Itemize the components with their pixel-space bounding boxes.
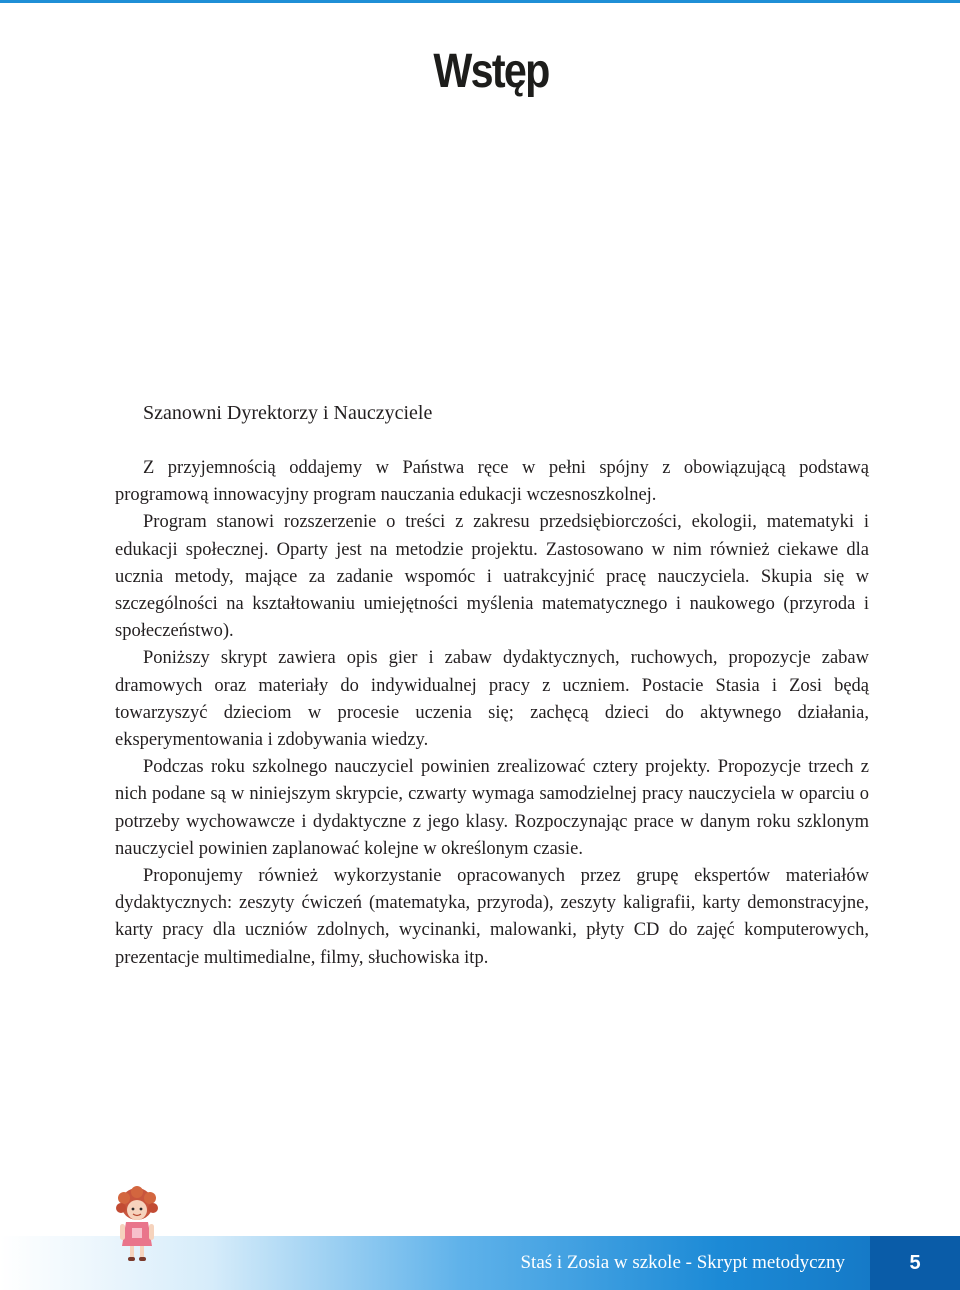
paragraph-2: Program stanowi rozszerzenie o treści z zakresu przedsiębiorczości, ekologii, matematyki i edukacji społecznej. Oparty jest na metodzie projektu. Zastosowano w nim również ciekawe dla ucznia metody, mające za zadanie wspomóc i uatrakcyjnić pracę nauczyciela. Skupia się w szczególności na kształtowaniu umiejętności myślenia matematycznego i naukowego (przyroda i społeczeństwo).: [115, 512, 869, 642]
page-number: [870, 1236, 960, 1290]
book-title: Staś i Zosia w szkole - Skrypt metodyczny: [520, 1252, 845, 1273]
paragraph-3: Poniższy skrypt zawiera opis gier i zabaw dydaktycznych, ruchowych, propozycje zabaw dramowych oraz materiały do indywidualnej pracy z uczniem. Postacie Stasia i Zosi będą towarzyszyć dzieciom w procesie uczenia się; zachęcą dzieci do aktywnego działania, eksperymentowania i zdobywania wiedzy.: [115, 648, 869, 751]
paragraph-4: Podczas roku szkolnego nauczyciel powinien zrealizować cztery projekty. Propozycje trzech z nich podane są w niniejszym skrypcie, czwarty wymaga samodzielnej pracy nauczyciela w oparciu o potrzeby wychowawcze i dydaktyczne z jego klasy. Rozpoczynając prace w danym roku szklonym nauczyciel powinien zaplanować kolejne w określonym czasie.: [115, 757, 869, 859]
paragraph-5: Proponujemy również wykorzystanie opracowanych przez grupę ekspertów materiałów dydaktycznych: zeszyty ćwiczeń (matematyka, przyroda), zeszyty kaligrafii, karty demonstracyjne, karty pracy dla uczniów zdolnych, wycinanki, malowanki, płyty CD do zajęć komputerowych, prezentacje multimedialne, filmy, słuchowiska itp.: [115, 866, 869, 968]
body-text: [115, 455, 869, 972]
paragraph-1: Z przyjemnością oddajemy w Państwa ręce w pełni spójny z obowiązującą podstawą programową innowacyjny program nauczania edukacji wczesnoszkolnej.: [115, 458, 869, 506]
girl-character-icon: [108, 1186, 166, 1262]
page-number-label: 5: [909, 1251, 921, 1274]
page-title: Wstęp: [433, 45, 549, 99]
salutation: Szanowni Dyrektorzy i Nauczyciele: [143, 402, 433, 424]
top-rule: [0, 0, 960, 3]
